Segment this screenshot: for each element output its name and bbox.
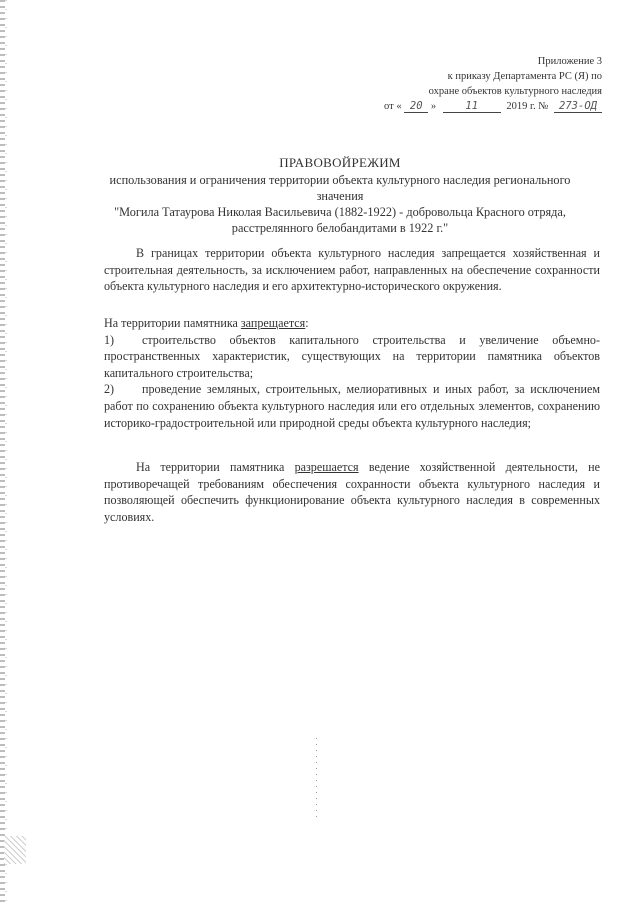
- list-item-text: проведение земляных, строительных, мелиоративных и иных работ, за исключением работ по сохранению объекта культурного наследия или его отдельных элементов, сохранению историко-градостроительной или природной среды объекта культурного наследия;: [104, 382, 600, 430]
- scan-left-edge-inner: [5, 0, 7, 905]
- prohibited-intro-suffix: :: [305, 316, 309, 330]
- order-mid: »: [430, 101, 437, 112]
- order-month: 11: [443, 100, 501, 113]
- appendix-line-3: охране объектов культурного наследия: [428, 86, 602, 97]
- scan-dotted-artifact: [316, 738, 317, 818]
- permitted-word: разрешается: [294, 460, 359, 474]
- appendix-line-2: к приказу Департамента РС (Я) по: [447, 71, 602, 82]
- list-item-number: 1): [104, 332, 115, 347]
- order-prefix: от «: [384, 101, 402, 112]
- object-name-line-1: "Могила Татаурова Николая Васильевича (1882-1922) - добровольца Красного отряда,: [114, 205, 566, 219]
- order-year-label: 2019 г. №: [506, 101, 549, 112]
- order-number: 273-ОД: [554, 100, 602, 113]
- document-subtitle-line-2: значения: [316, 189, 364, 203]
- list-item-text: строительство объектов капитального строительства и увеличение объемно-пространственных характеристик, существующих на территории памятника объектов капитального строительства;: [104, 332, 600, 380]
- paragraph-restriction: В границах территории объекта культурного наследия запрещается хозяйственная и строительная деятельность, за исключением работ, направленных на обеспечение сохранности объекта культурного наследия и его архитектурно-исторического окружения.: [104, 246, 600, 294]
- list-item-number: 2): [104, 382, 115, 397]
- document-title: ПРАВОВОЙРЕЖИМ: [279, 155, 401, 170]
- paragraph-permitted: [104, 459, 600, 525]
- order-date-line: [342, 99, 602, 114]
- permitted-suffix: ведение хозяйственной деятельности, не противоречащей требованиям обеспечения сохранности объекта культурного наследия и позволяющей обеспечить функционирование объекта культурного наследия в современных условиях.: [104, 460, 600, 524]
- prohibited-intro: [104, 315, 600, 332]
- scan-corner-mark: [4, 836, 26, 864]
- document-subtitle-line-1: использования и ограничения территории объекта культурного наследия регионального: [109, 173, 571, 187]
- list-item: [104, 381, 600, 431]
- document-title-block: [95, 154, 585, 236]
- prohibited-list: [104, 315, 600, 431]
- object-name-line-2: расстрелянного белобандитами в 1922 г.": [231, 221, 449, 235]
- prohibited-word: запрещается: [240, 316, 306, 330]
- prohibited-intro-prefix: На территории памятника: [104, 316, 241, 330]
- order-day: 20: [404, 100, 428, 113]
- permitted-prefix: На территории памятника: [136, 460, 295, 474]
- appendix-line-1: Приложение 3: [537, 56, 602, 67]
- list-item: [104, 332, 600, 382]
- appendix-header: [342, 54, 602, 114]
